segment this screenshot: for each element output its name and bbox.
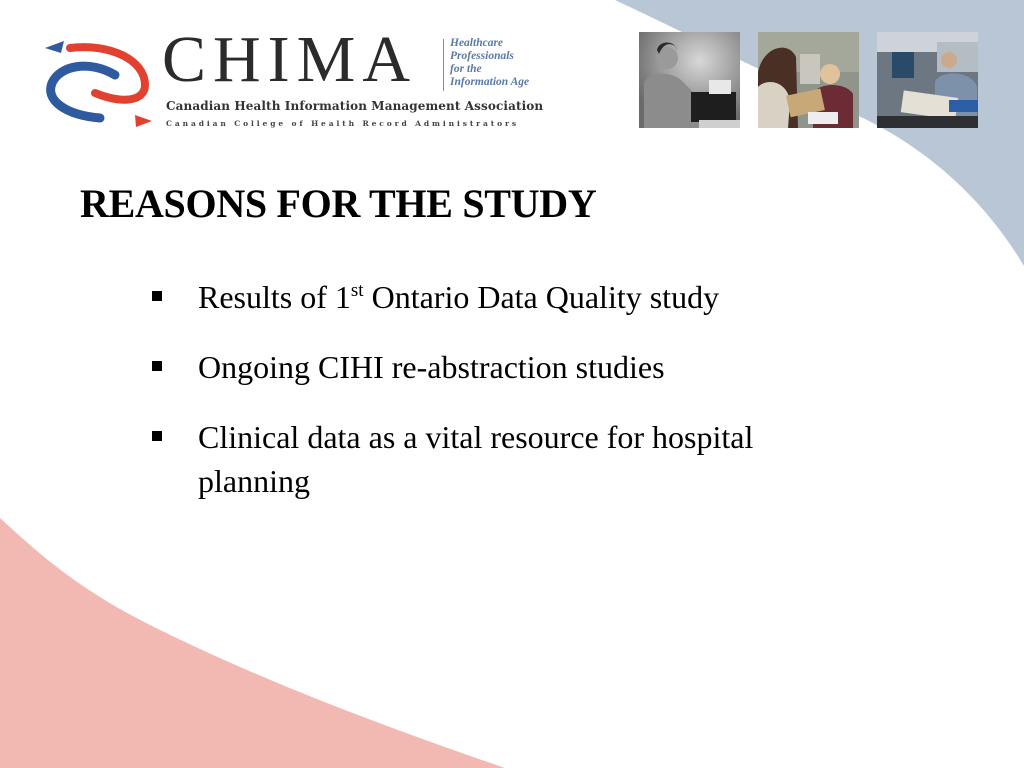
bullet-item (150, 275, 790, 319)
bullet-text: Ontario Data Quality study (363, 279, 720, 315)
logo-divider (443, 39, 444, 91)
tagline-line: Healthcare (450, 37, 504, 49)
logo-tagline (450, 37, 529, 89)
chima-logo (40, 23, 550, 135)
vintage-typist-photo (639, 32, 740, 128)
tagline-line: Information Age (450, 76, 530, 88)
bullet-text: Clinical data as a vital resource for hospital planning (198, 419, 754, 499)
bullet-item (150, 415, 790, 503)
pink-swoosh-shape (0, 518, 505, 768)
square-bullet-icon (152, 291, 162, 301)
bullet-superscript: st (350, 280, 364, 301)
bullet-text: Ongoing CIHI re-abstraction studies (198, 349, 665, 385)
tagline-line: for the (450, 63, 482, 75)
square-bullet-icon (152, 431, 162, 441)
bullet-text: Results of 1 (198, 279, 351, 315)
bullet-list (150, 275, 790, 529)
computer-workstation-photo (877, 32, 978, 128)
logo-wordmark: CHIMA (162, 23, 418, 96)
office-records-photo (758, 32, 859, 128)
square-bullet-icon (152, 361, 162, 371)
tagline-line: Professionals (450, 50, 514, 62)
association-name: Canadian Health Information Management Association (166, 99, 544, 113)
slide-title: REASONS FOR THE STUDY (80, 181, 597, 226)
bullet-item (150, 345, 790, 389)
swoosh-arrows-icon (40, 35, 160, 130)
college-name: Canadian College of Health Record Administrators (166, 119, 520, 128)
